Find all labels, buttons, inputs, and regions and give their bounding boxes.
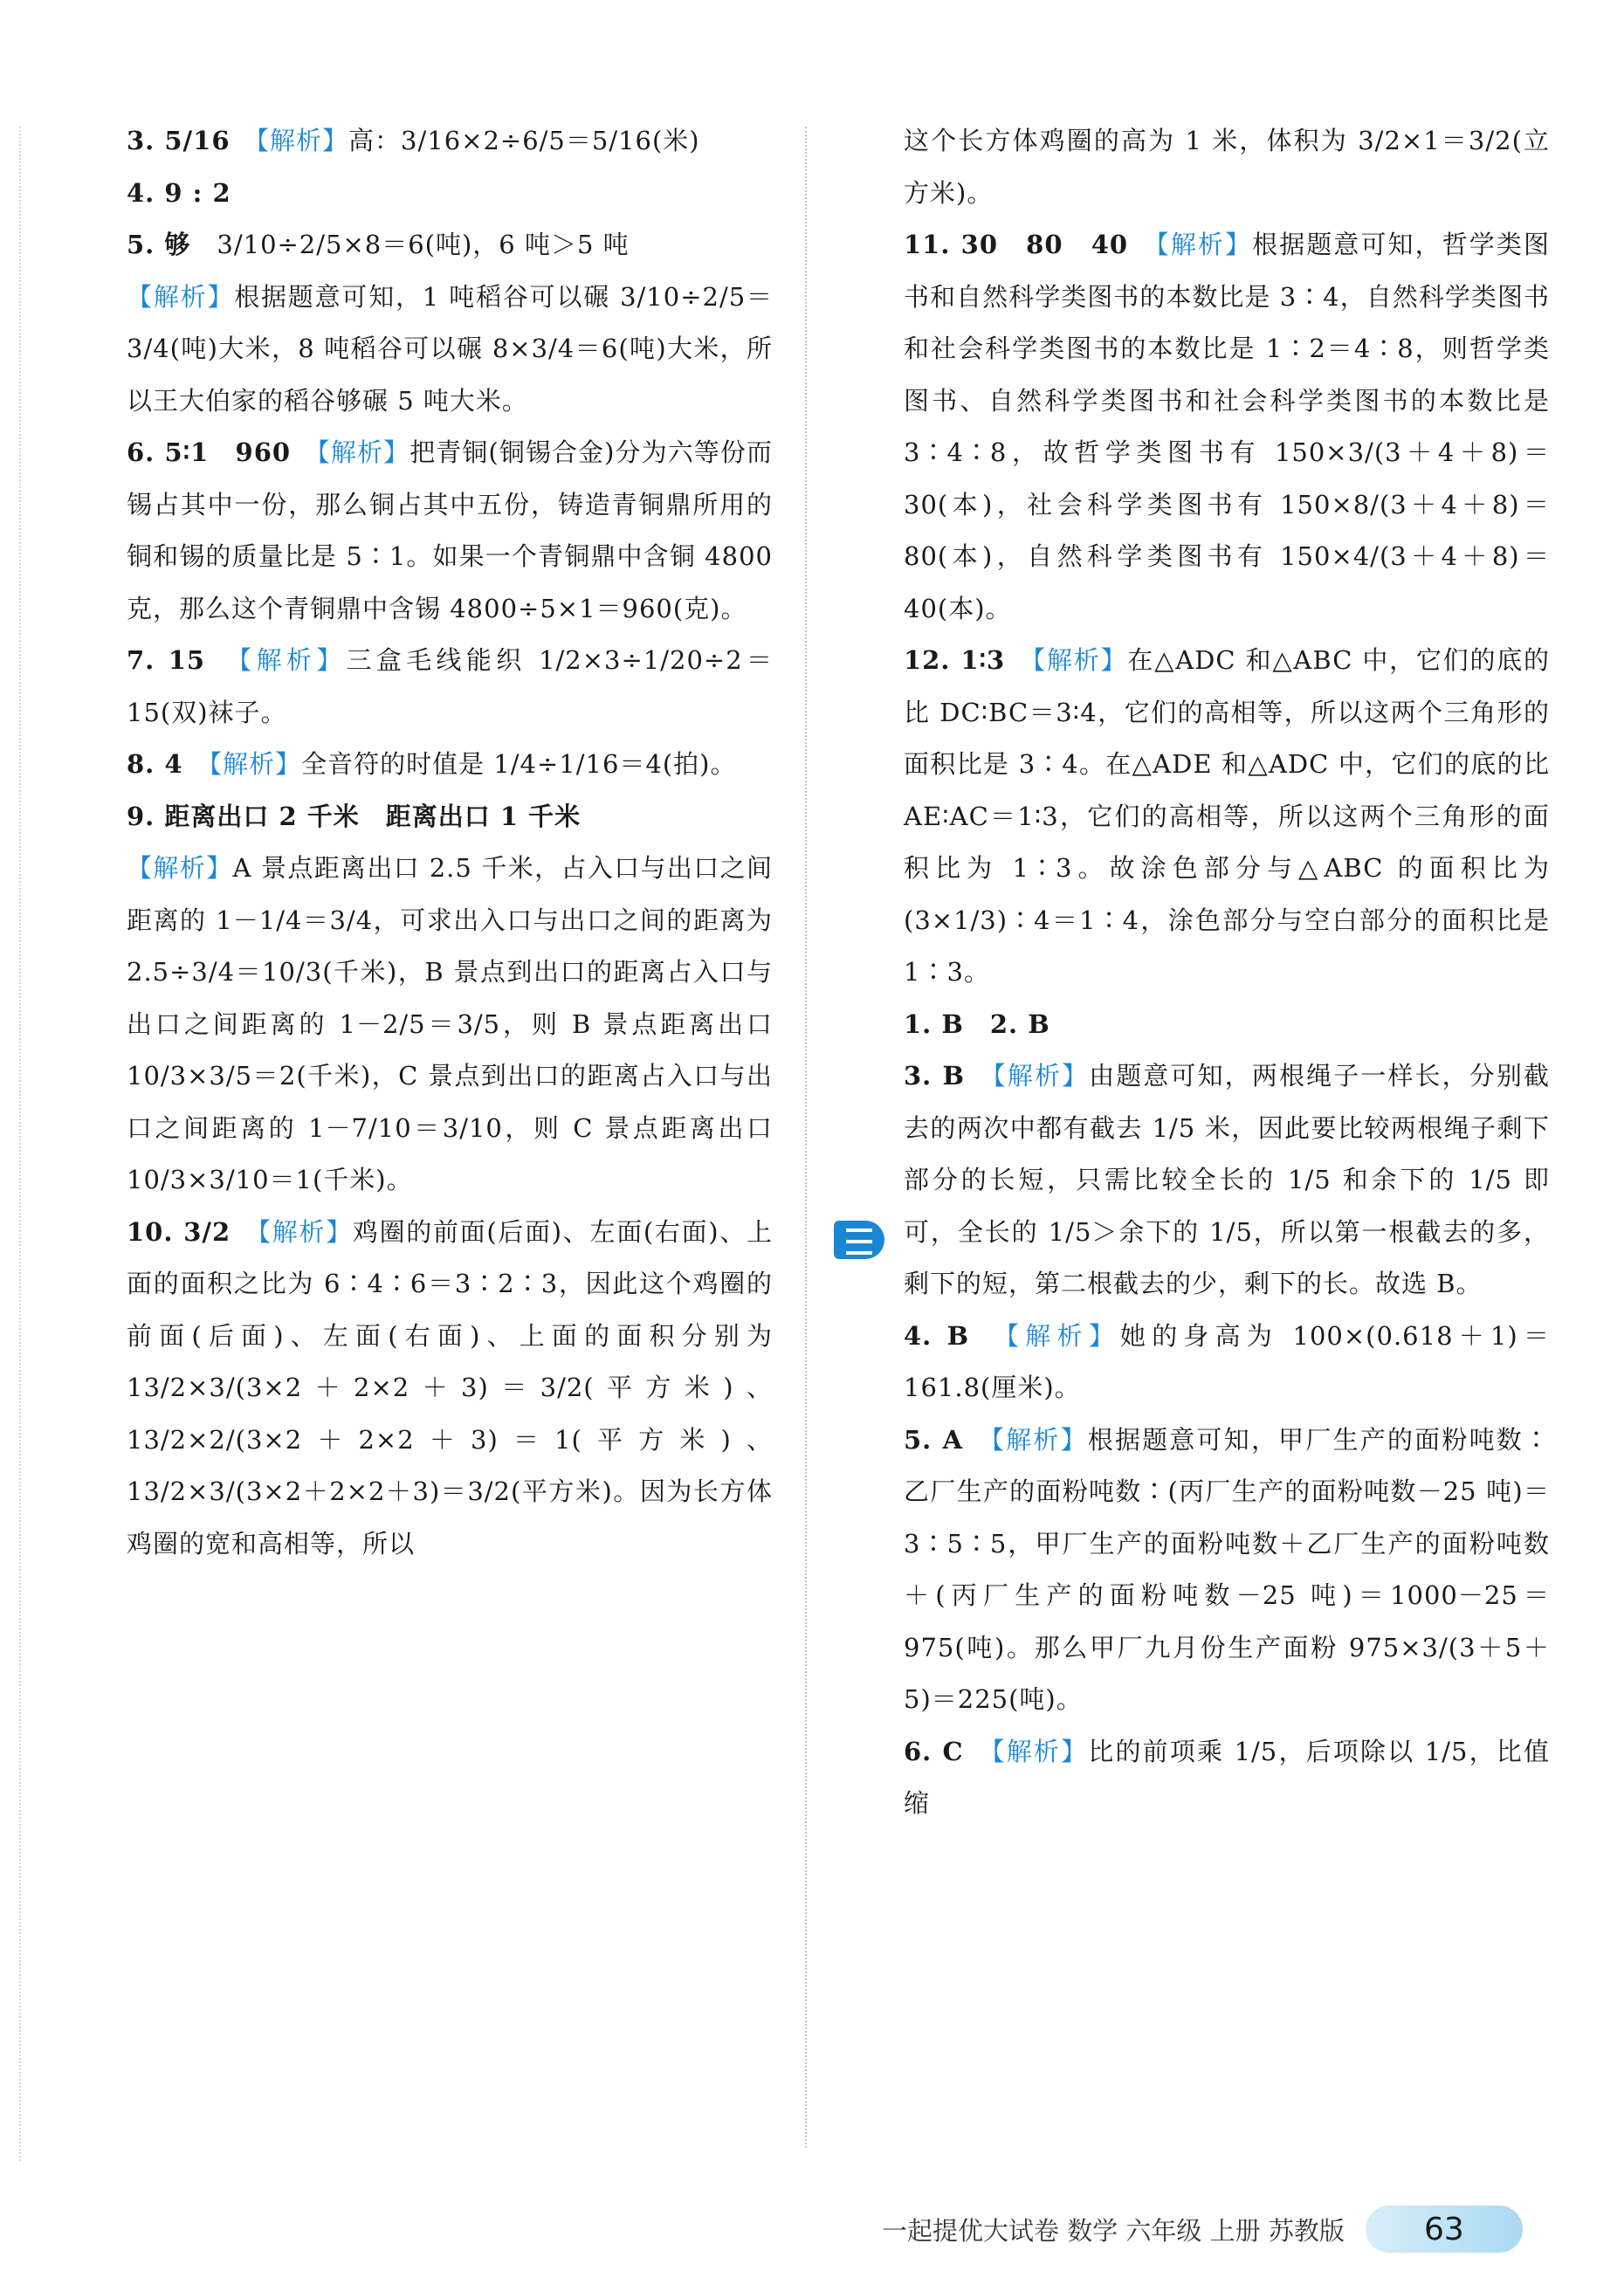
section3-answer-5: 5. A 【解析】根据题意可知，甲厂生产的面粉吨数∶乙厂生产的面粉吨数∶(丙厂生产的面粉吨数－25 吨)＝3∶5∶5，甲厂生产的面粉吨数＋乙厂生产的面粉吨数＋(丙厂生产的面粉吨数－25 吨)＝1000－25＝975(吨)。那么甲厂九月份生产面粉 975×3/(3＋5＋5)＝225(吨)。 [904,1424,1550,1714]
left-column [127,115,773,1570]
answer-10-continued: 这个长方体鸡圈的高为 1 米，体积为 3/2×1＝3/2(立方米)。 [904,126,1550,208]
answer-6: 6. 5∶1 960 【解析】把青铜(铜锡合金)分为六等份而锡占其中一份，那么铜占其中五份，铸造青铜鼎所用的铜和锡的质量比是 5∶1。如果一个青铜鼎中含铜 4800 克，那么这个青铜鼎中含锡 4800÷5×1＝960(克)。 [127,437,773,623]
margin-dotted-line [19,127,21,2161]
page-number: 63 [1423,2211,1464,2247]
answer-8: 8. 4 【解析】全音符的时值是 1/4÷1/16＝4(拍)。 [127,749,737,779]
page-footer [882,2207,1523,2251]
page-number-badge [1366,2206,1523,2253]
section-three-badge [834,1221,884,1259]
answer-9-explanation: 【解析】A 景点距离出口 2.5 千米，占入口与出口之间距离的 1－1/4＝3/4，可求出入口与出口之间的距离为 2.5÷3/4＝10/3(千米)，B 景点到出口的距离占入口与出口之间距离的 1－2/5＝3/5，则 B 景点距离出口 10/3×3/5＝2(千米)，C 景点到出口的距离占入口与出口之间距离的 1－7/10＝3/10，则 C 景点距离出口 10/3×3/10＝1(千米)。 [127,853,773,1194]
right-column [904,115,1550,1830]
answer-9: 9. 距离出口 2 千米 距离出口 1 千米 [127,801,581,831]
answer-7: 7. 15 【解析】三盒毛线能织 1/2×3÷1/20÷2＝15(双)袜子。 [127,645,773,727]
section3-answers-1-2: 1. B 2. B [904,1008,1050,1039]
answer-10: 10. 3/2 【解析】鸡圈的前面(后面)、左面(右面)、上面的面积之比为 6∶4∶6＝3∶2∶3，因此这个鸡圈的前面(后面)、左面(右面)、上面的面积分别为 13/2×3/(3×2＋2×2＋3)＝3/2(平方米)、13/2×2/(3×2＋2×2＋3)＝1(平方米)、13/2×3/(3×2＋2×2＋3)＝3/2(平方米)。因为长方体鸡圈的宽和高相等，所以 [127,1216,773,1559]
section3-answer-4: 4. B 【解析】她的身高为 100×(0.618＋1)＝161.8(厘米)。 [904,1320,1550,1402]
answer-5: 5. 够 3/10÷2/5×8＝6(吨)，6 吨＞5 吨 [127,230,630,259]
book-series-title: 一起提优大试卷 数学 六年级 上册 苏教版 [882,2215,1345,2246]
answer-12: 12. 1∶3 【解析】在△ADC 和△ABC 中，它们的底的比 DC∶BC＝3∶4，它们的高相等，所以这两个三角形的面积比是 3∶4。在△ADE 和△ADC 中，它们的底的比 AE∶AC＝1∶3，它们的高相等，所以这两个三角形的面积比为 1∶3。故涂色部分与△ABC 的面积比为(3×1/3)∶4＝1∶4，涂色部分与空白部分的面积比是 1∶3。 [904,645,1550,987]
answer-4: 4. 9 : 2 [127,177,231,208]
column-divider [805,127,807,2148]
answer-3: 3. 5/16 【解析】高：3/16×2÷6/5＝5/16(米) [127,126,700,155]
answer-11: 11. 30 80 40 【解析】根据题意可知，哲学类图书和自然科学类图书的本数比是 3∶4，自然科学类图书和社会科学类图书的本数比是 1∶2＝4∶8，则哲学类图书、自然科学类图书和社会科学类图书的本数比是 3∶4∶8，故哲学类图书有 150×3/(3＋4＋8)＝30(本)，社会科学类图书有 150×8/(3＋4＋8)＝80(本)，自然科学类图书有 150×4/(3＋4＋8)＝40(本)。 [904,230,1550,623]
section3-answer-3: 3. B 【解析】由题意可知，两根绳子一样长，分别截去的两次中都有截去 1/5 米，因此要比较两根绳子剩下部分的长短，只需比较全长的 1/5 和余下的 1/5 即可，全长的 1/5＞余下的 1/5，所以第一根截去的多，剩下的短，第二根截去的少，剩下的长。故选 B。 [904,1061,1550,1298]
answer-5-explanation: 【解析】根据题意可知，1 吨稻谷可以碾 3/10÷2/5＝3/4(吨)大米，8 吨稻谷可以碾 8×3/4＝6(吨)大米，所以王大伯家的稻谷够碾 5 吨大米。 [127,281,773,416]
section3-answer-6: 6. C 【解析】比的前项乘 1/5，后项除以 1/5，比值缩 [904,1736,1550,1818]
